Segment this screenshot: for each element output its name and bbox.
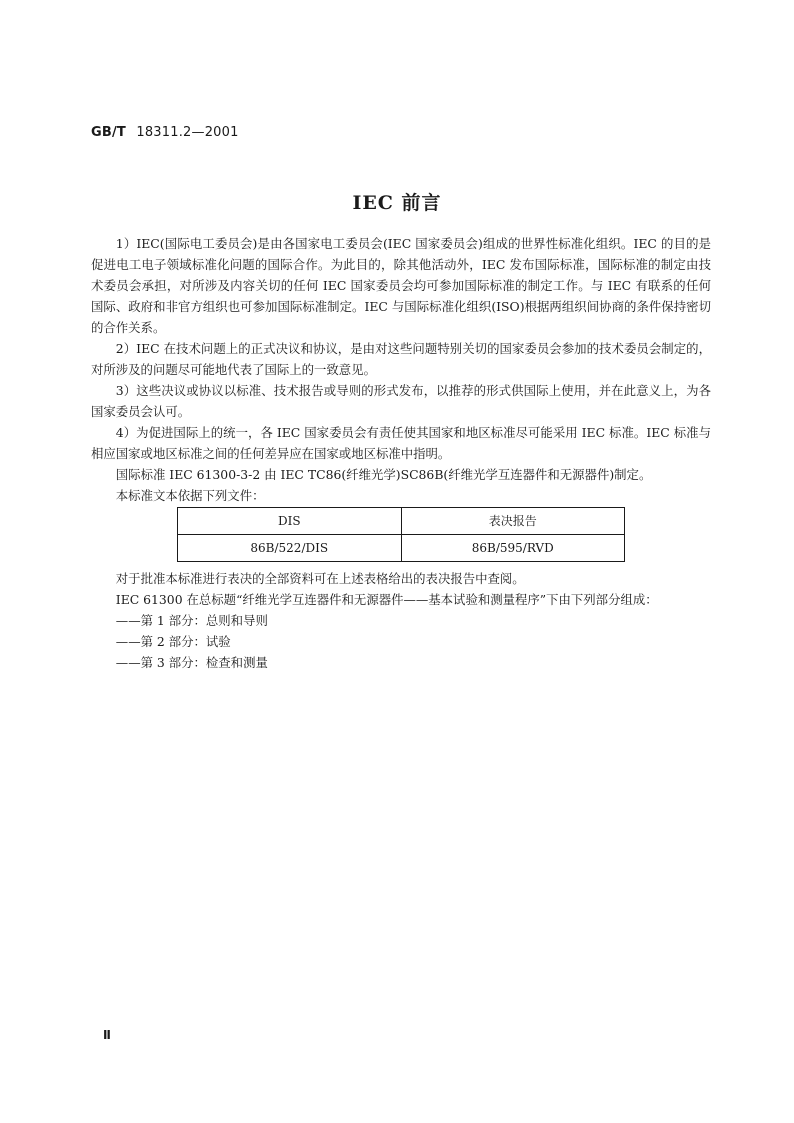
part-list-item: ——第 1 部分：总则和导则 xyxy=(115,613,268,628)
paragraph-8: IEC 61300 在总标题“纤维光学互连器件和无源器件——基本试验和测量程序”下由下列部分组成： xyxy=(115,592,658,607)
voting-table xyxy=(177,507,625,562)
paragraph-4: 4）为促进国际上的统一，各 IEC 国家委员会有责任使其国家和地区标准尽可能采用 IEC 标准。IEC 标准与相应国家或地区标准之间的任何差异应在国家或地区标准中指明。 xyxy=(91,425,711,461)
table-header-cell: 表决报告 xyxy=(401,508,625,535)
table-cell: 86B/522/DIS xyxy=(178,535,402,562)
paragraph-1: 1）IEC(国际电工委员会)是由各国家电工委员会(IEC 国家委员会)组成的世界性标准化组织。IEC 的目的是促进电工电子领域标准化问题的国际合作。为此目的，除其他活动外，IEC 发布国际标准，国际标准的制定由技术委员会承担，对所涉及内容关切的任何 IEC 国家委员会均可参加国际标准的制定工作。与 IEC 有联系的任何国际、政府和非官方组织也可参加国际标准制定。IEC 与国际标准化组织(ISO)根据两组织间协商的条件保持密切的合作关系。 xyxy=(91,236,711,335)
table-header-row xyxy=(178,508,625,535)
table-header-cell: DIS xyxy=(178,508,402,535)
page-number: Ⅱ xyxy=(103,1028,111,1042)
standard-number: 18311.2—2001 xyxy=(136,125,239,140)
paragraph-6: 本标准文本依据下列文件： xyxy=(115,488,265,503)
part-list-item: ——第 3 部分：检查和测量 xyxy=(115,655,268,670)
paragraph-5: 国际标准 IEC 61300-3-2 由 IEC TC86(纤维光学)SC86B(纤维光学互连器件和无源器件)制定。 xyxy=(115,467,652,482)
standard-code: GB/T xyxy=(91,125,126,140)
table-cell: 86B/595/RVD xyxy=(401,535,625,562)
document-header xyxy=(91,125,239,140)
paragraph-7: 对于批准本标准进行表决的全部资料可在上述表格给出的表决报告中查阅。 xyxy=(115,571,525,586)
table-row xyxy=(178,535,625,562)
body-text xyxy=(91,233,711,673)
paragraph-3: 3）这些决议或协议以标准、技术报告或导则的形式发布，以推荐的形式供国际上使用，并在此意义上，为各国家委员会认可。 xyxy=(91,383,711,419)
part-list-item: ——第 2 部分：试验 xyxy=(115,634,231,649)
paragraph-2: 2）IEC 在技术问题上的正式决议和协议，是由对这些问题特别关切的国家委员会参加的技术委员会制定的，对所涉及的问题尽可能地代表了国际上的一致意见。 xyxy=(91,341,711,377)
page-title: IEC 前言 xyxy=(352,192,442,214)
